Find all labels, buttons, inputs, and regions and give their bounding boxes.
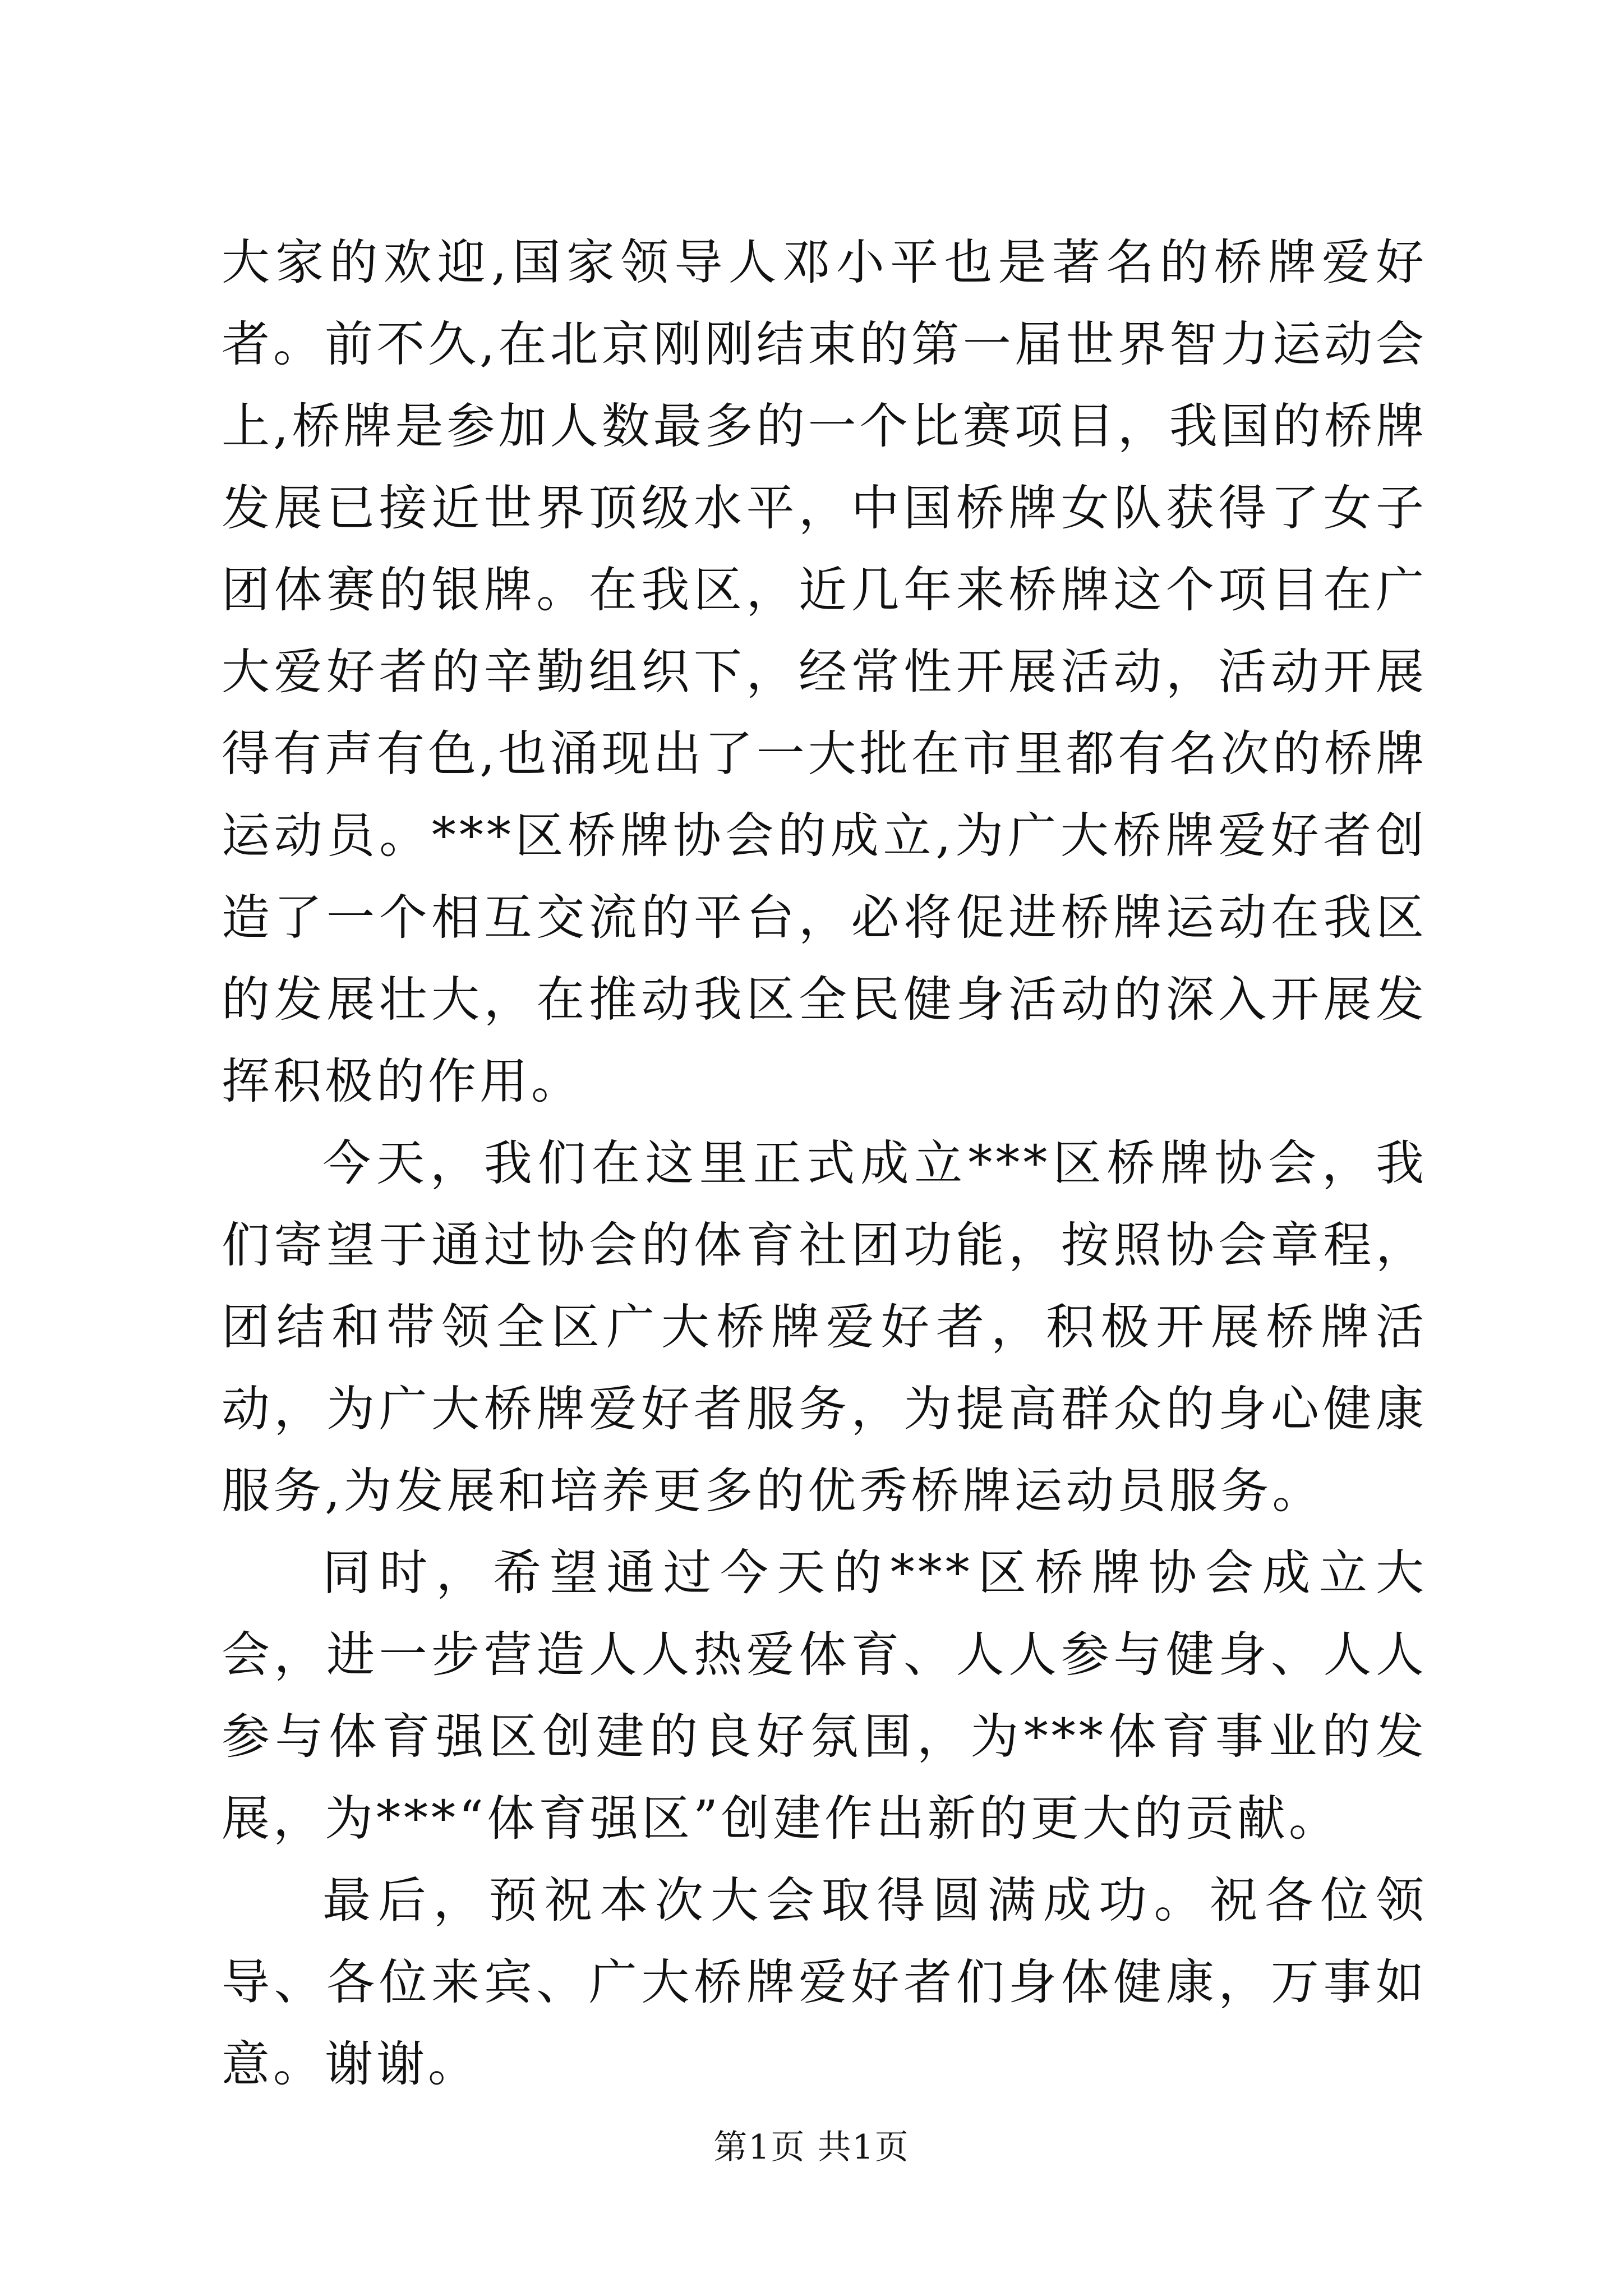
document-body: [222, 222, 1427, 2105]
paragraph-1: 大家的欢迎,国家领导人邓小平也是著名的桥牌爱好者。前不久,在北京刚刚结束的第一届世界智力运动会上,桥牌是参加人数最多的一个比赛项目，我国的桥牌发展已接近世界顶级水平，中国桥牌女队获得了女子团体赛的银牌。在我区，近几年来桥牌这个项目在广大爱好者的辛勤组织下，经常性开展活动，活动开展得有声有色,也涌现出了一大批在市里都有名次的桥牌运动员。***区桥牌协会的成立,为广大桥牌爱好者创造了一个相互交流的平台，必将促进桥牌运动在我区的发展壮大，在推动我区全民健身活动的深入开展发挥积极的作用。: [222, 234, 1427, 1110]
page-footer: 第1页 共1页: [713, 2128, 910, 2167]
paragraph-2: 今天，我们在这里正式成立***区桥牌协会，我们寄望于通过协会的体育社团功能，按照协会章程，团结和带领全区广大桥牌爱好者，积极开展桥牌活动，为广大桥牌爱好者服务，为提高群众的身心健康服务,为发展和培养更多的优秀桥牌运动员服务。: [222, 1135, 1427, 1519]
paragraph-4: 最后，预祝本次大会取得圆满成功。祝各位领导、各位来宾、广大桥牌爱好者们身体健康，万事如意。谢谢。: [222, 1872, 1427, 2092]
paragraph-3: 同时，希望通过今天的***区桥牌协会成立大会，进一步营造人人热爱体育、人人参与健身、人人参与体育强区创建的良好氛围，为***体育事业的发展，为***“体育强区”创建作出新的更大的贡献。: [222, 1545, 1427, 1847]
